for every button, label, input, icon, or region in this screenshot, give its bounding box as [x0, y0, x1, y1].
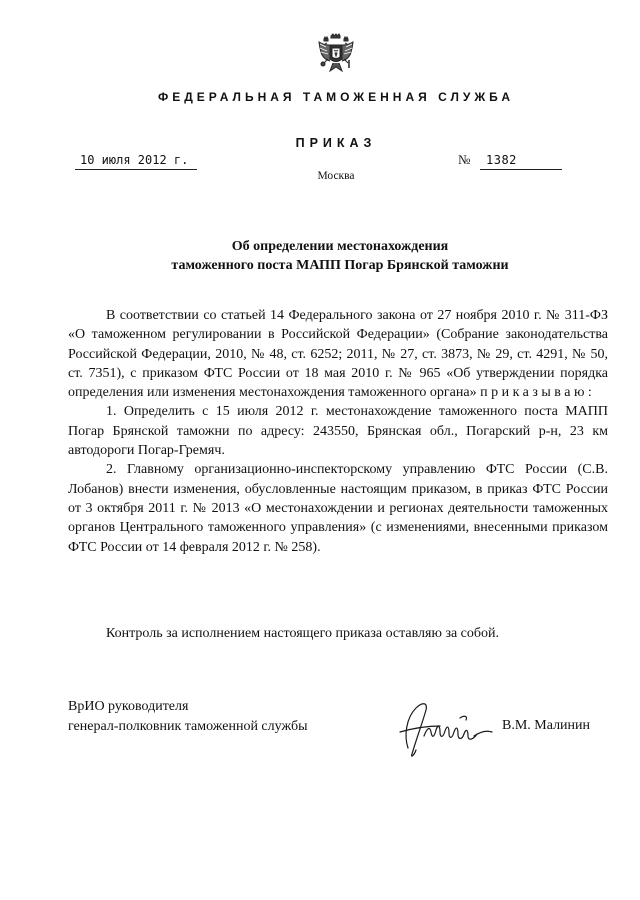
preamble-paragraph — [68, 306, 608, 402]
order-date: 10 июля 2012 г. — [75, 151, 197, 170]
position-line-2: генерал-полковник таможенной службы — [68, 719, 308, 734]
handwritten-signature-icon — [394, 696, 498, 760]
order-number: 1382 — [480, 151, 562, 170]
order-item-1: 1. Определить с 15 июля 2012 г. местонахождение таможенного поста МАПП Погар Брянской таможни по адресу: 243550, Брянская обл., Погарский р-н, 23 км автодороги Погар-Гремяч. — [68, 404, 608, 459]
subject-line-2: таможенного поста МАПП Погар Брянской таможни — [171, 258, 509, 273]
signatory-name: В.М. Малинин — [502, 718, 591, 733]
order-subject — [140, 237, 540, 275]
order-item-2: 2. Главному организационно-инспекторскому управлению ФТС России (С.В. Лобанов) внести изменения, обусловленные настоящим приказом, в приказ ФТС России от 3 октября 2011 г. № 2013 «О местонахождении и регионах деятельности таможенных органов Центрального таможенного управления» (с изменениями, внесенными приказом ФТС России от 14 февраля 2012 г. № 258). — [68, 462, 608, 555]
order-number-block — [458, 151, 562, 169]
position-line-1: ВрИО руководителя — [68, 699, 189, 714]
subject-line-1: Об определении местонахождения — [231, 239, 449, 254]
order-body — [68, 306, 608, 557]
signatory-position — [68, 697, 307, 737]
agency-name: ФЕДЕРАЛЬНАЯ ТАМОЖЕННАЯ СЛУЖБА — [157, 90, 515, 104]
control-clause: Контроль за исполнением настоящего приказа оставляю за собой. — [106, 626, 500, 641]
number-sign: № — [458, 152, 471, 167]
issue-city: Москва — [317, 170, 355, 182]
coat-of-arms-emblem-icon — [316, 33, 356, 77]
document-type-title: ПРИКАЗ — [295, 136, 377, 150]
order-word: приказываю: — [480, 385, 596, 401]
preamble-text: В соответствии со статьей 14 Федерального закона от 27 ноября 2010 г. № 311-ФЗ «О таможенном регулировании в Российской Федерации» (Собрание законодательства Российской Федерации, 2010, № 48, ст. 6252; 2011, № 27, ст. 3873, № 29, ст. 4291, № 50, ст. 7351), с приказом ФТС России от 18 мая 2010 г. № 965 «Об утверждении порядка определения или изменения местонахождения таможенного органа» — [68, 308, 608, 401]
